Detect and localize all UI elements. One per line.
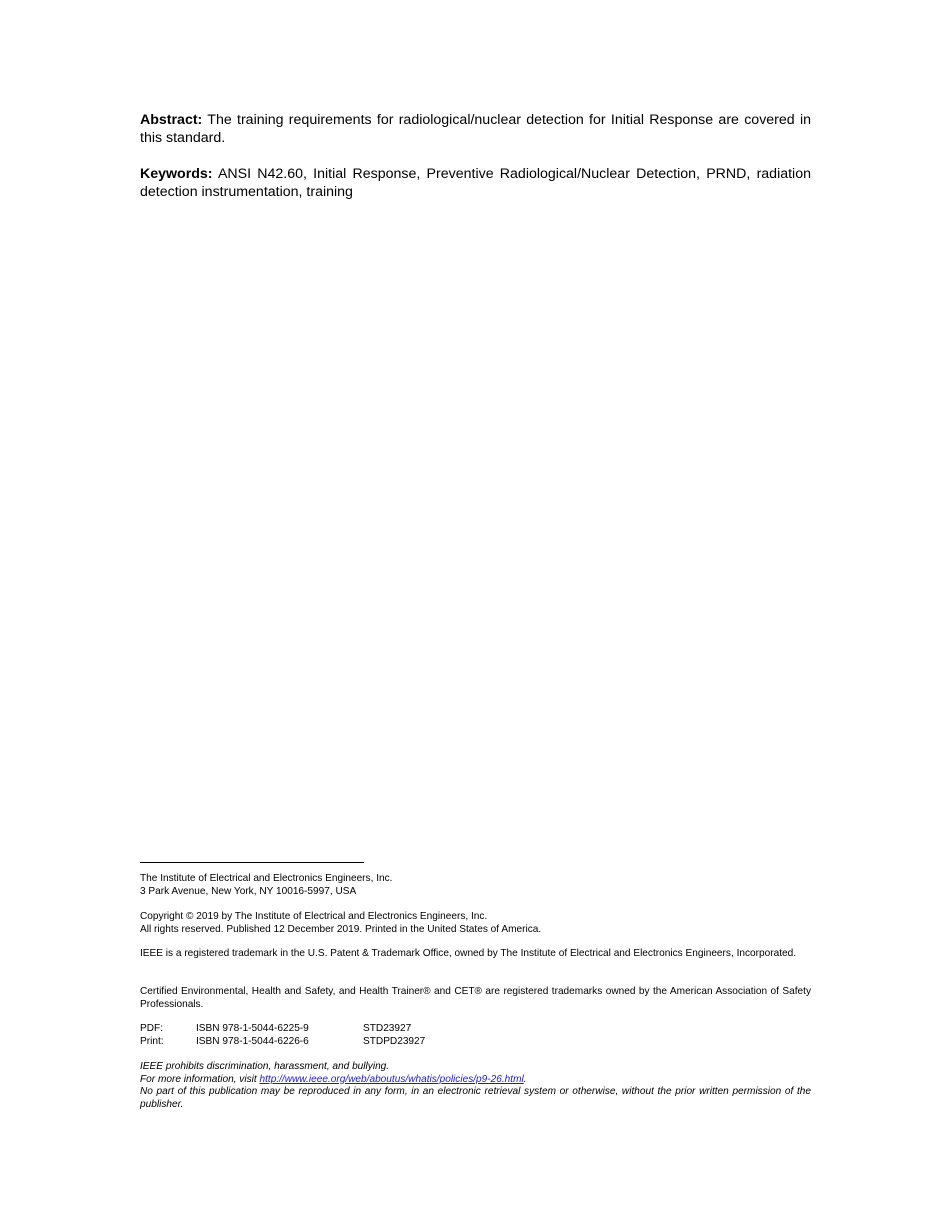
cet-trademark-notice: Certified Environmental, Health and Safety, and Health Trainer® and CET® are registered trademarks owned by the American Association of Safety Professionals. — [140, 986, 811, 1010]
policy-info-prefix: For more information, visit — [140, 1073, 260, 1085]
isbn-number: ISBN 978-1-5044-6226-6 — [196, 1035, 309, 1047]
publisher-address — [140, 873, 811, 898]
copyright-notice — [140, 911, 811, 936]
isbn-row-print — [140, 1036, 425, 1049]
footnote-divider — [140, 862, 364, 863]
isbn-row-pdf — [140, 1023, 425, 1036]
policy-link[interactable]: http://www.ieee.org/web/aboutus/whatis/policies/p9-26.html — [259, 1073, 524, 1085]
isbn-number: ISBN 978-1-5044-6225-9 — [196, 1023, 309, 1034]
isbn-format: PDF: — [140, 1023, 163, 1034]
policy-notice — [140, 1061, 811, 1111]
keywords-label: Keywords: — [140, 166, 213, 182]
abstract-label: Abstract: — [140, 112, 203, 128]
policy-info-suffix: . — [523, 1073, 527, 1085]
reproduction-notice: No part of this publication may be reproduced in any form, in an electronic retrieval system or otherwise, without the prior written permission of the publisher. — [140, 1086, 811, 1110]
publisher-name: The Institute of Electrical and Electronics Engineers, Inc. — [140, 873, 393, 884]
copyright-line: Copyright © 2019 by The Institute of Electrical and Electronics Engineers, Inc. — [140, 911, 488, 922]
publisher-street: 3 Park Avenue, New York, NY 10016-5997, USA — [140, 885, 357, 897]
policy-statement: IEEE prohibits discrimination, harassment, and bullying. — [140, 1061, 390, 1072]
isbn-table — [140, 1023, 425, 1048]
abstract-paragraph — [140, 111, 811, 147]
abstract-text: The training requirements for radiological/nuclear detection for Initial Response are covered in this standard. — [140, 112, 811, 146]
keywords-text: ANSI N42.60, Initial Response, Preventive Radiological/Nuclear Detection, PRND, radiation detection instrumentation, training — [140, 166, 811, 200]
rights-line: All rights reserved. Published 12 December 2019. Printed in the United States of America. — [140, 923, 542, 935]
isbn-code: STDPD23927 — [363, 1035, 426, 1047]
isbn-format: Print: — [140, 1035, 164, 1047]
ieee-trademark-notice: IEEE is a registered trademark in the U.S. Patent & Trademark Office, owned by The Institute of Electrical and Electronics Engineers, Incorporated. — [140, 948, 797, 959]
keywords-paragraph — [140, 165, 811, 201]
isbn-code: STD23927 — [363, 1023, 412, 1034]
